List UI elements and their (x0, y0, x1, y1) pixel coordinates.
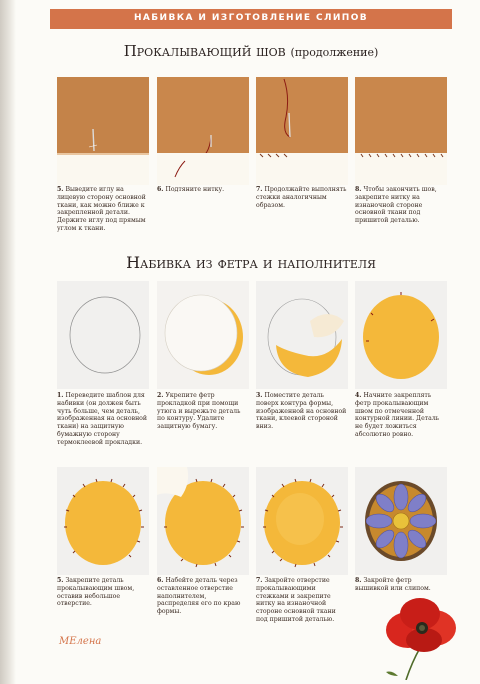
photo-step-8-finish-seam (355, 77, 447, 185)
photo-s2-step-2-cut-felt (157, 281, 249, 389)
caption-s2-step-7: 7. Закройте отверстие прокалывающими стежками и закрепите нитку на изнаночной стороне основной ткани под пришитой деталью. (256, 577, 336, 623)
photo-s2-step-1-template (57, 281, 149, 389)
photo-step-7-continue-stitches (256, 77, 348, 185)
caption-s2-step-4: 4. Начните закреплять фетр прокалывающим швом по отмеченной контурной линии. Деталь не будет ложиться абсолютно ровно. (355, 392, 440, 438)
caption-s2-step-1: 1. Переведите шаблон для набивки (он должен быть чуть больше, чем деталь, изображенная на основной ткани) на защитную бумажную сторону термоклеевой прокладки. (57, 392, 148, 446)
caption-s1-step-8: 8. Чтобы закончить шов, закрепите нитку на изнаночной стороне основной ткани под пришитой деталью. (355, 186, 437, 225)
section-title-text: Прокалывающий шов (123, 42, 286, 60)
caption-s1-step-7: 7. Продолжайте выполнять стежки аналогичным образом. (256, 186, 347, 209)
section-title-felt-padding: Набивка из фетра и наполнителя (126, 253, 376, 272)
photo-step-6-pull-thread (157, 77, 249, 185)
photo-s2-step-7-close-opening (256, 467, 348, 575)
section-subtitle: (продолжение) (290, 46, 379, 59)
poppy-flower-illustration (368, 596, 468, 680)
caption-s2-step-3: 3. Поместите деталь поверх контура формы, изображенной на основной ткани, клеевой стороной вниз. (256, 392, 347, 431)
photo-s2-step-6-add-filling (157, 467, 249, 575)
page-binding-shadow (0, 0, 16, 684)
photo-s2-step-4-start-stitching (355, 281, 447, 389)
running-header (50, 9, 452, 29)
running-header-title: НАБИВКА И ИЗГОТОВЛЕНИЕ СЛИПОВ (133, 13, 369, 23)
photo-s2-step-8-embroidered-flower (355, 467, 447, 575)
section-title-piercing-stitch (50, 42, 452, 60)
caption-s2-step-2: 2. Укрепите фетр прокладкой при помощи утюга и вырежьте деталь по контуру. Удалите защитную бумагу. (157, 392, 241, 431)
caption-s1-step-6: 6. Подтяните нитку. (157, 186, 225, 193)
footer-brand-watermark: МЕлена (59, 636, 102, 647)
caption-s1-step-5: 5. Выведите иглу на лицевую сторону основной ткани, как можно ближе к закрепленной детали. Держите иглу под прямым углом к ткани. (57, 186, 146, 232)
caption-s2-step-5: 5. Закрепите деталь прокалывающим швом, оставив небольшое отверстие. (57, 577, 135, 608)
caption-s2-step-6: 6. Набейте деталь через оставленное отверстие наполнителем, распределяя его по краю формы. (157, 577, 241, 616)
photo-s2-step-5-leave-opening (57, 467, 149, 575)
photo-s2-step-3-place-felt (256, 281, 348, 389)
photo-step-5-needle-out (57, 77, 149, 185)
caption-s2-step-8: 8. Закройте фетр вышивкой или слипом. (355, 577, 431, 592)
